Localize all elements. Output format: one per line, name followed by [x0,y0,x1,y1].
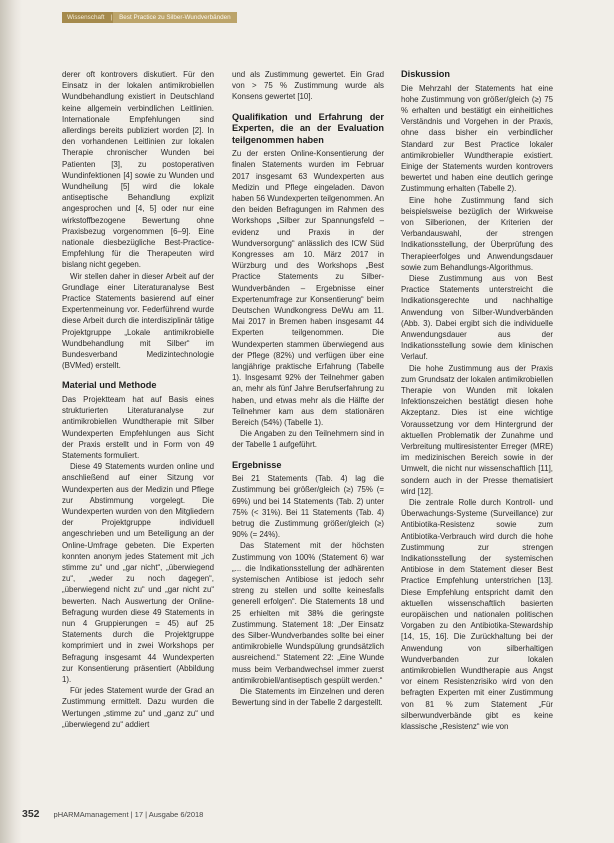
paragraph: Für jedes Statement wurde der Grad an Zustimmung ermittelt. Dazu wurden die Wertungen „stimme zu“ und „ganz zu“ und „überwiegend zu“ addiert [62,686,214,729]
paragraph: Wir stellen daher in dieser Arbeit auf der Grundlage einer Literaturanalyse Best Practice Statements basierend auf einer Expertenmeinung vor. Federführend wurde diese Arbeit durch die interdisziplinär tätige Projektgruppe „Lokale antimikrobielle Wundbehandlung mit Silber“ im Bundesverband Medizintechnologie (BVMed) erstellt. [62,271,214,371]
journal-citation: pHARMAmanagement | 17 | Ausgabe 6/2018 [53,810,204,819]
paragraph: Bei 21 Statements (Tab. 4) lag die Zustimmung bei größer/gleich (≥) 75% (= 69%) und bei 14 Statements (Tab. 2) unter 75% (< 31%). Bei 11 Statements (Tab. 4) betrug die Zustimmung größer/gleich (≥) 90% (= 24%). [232,474,384,540]
paragraph: Das Statement mit der höchsten Zustimmung von 100% (Statement 6) war „... die Indikationsstellung der adhärenten systemischen Antibiose ist jedoch sehr streng zu stellen und sollte keinesfalls generell erfolgen“. Die Statements 18 und 25 erhielten mit 38% die geringste Zustimmung. Statement 18: „Der Einsatz des Silber-Wundverbandes sollte bei einer antimikrobielle Wundspülung grundsätzlich ausreichend.“ Statement 22: „Eine Wunde muss beim Verbandwechsel immer zuerst antimikrobiell/antiseptisch gespült werden.“ [232,541,384,685]
section-heading-diskussion: Diskussion [401,69,451,79]
paragraph: Das Projektteam hat auf Basis eines strukturierten Literaturanalyse zur antimikrobiellen Wundtherapie mit Silber Wundexperten Empfehlungen aus Sicht der Praxis erstellt und in Form von 49 Statements formuliert. [62,394,214,460]
paragraph: Die Angaben zu den Teilnehmern sind in der Tabelle 1 aufgeführt. [232,429,384,450]
paragraph: Zu der ersten Online-Konsentierung der finalen Statements wurden im Februar 2017 insgesamt 63 Wundexperten aus Medizin und Pflege eingeladen. Davon haben 56 Wundexperten teilgenommen. An den beiden Befragungen im Rahmen des Workshops „Silber zur Spannungsfeld – evidenz und Praxis in der Wundversorgung“ anlässlich des ICW Süd Kongresses am 10. März 2017 in Würzburg und des Workshops „Best Practice Statements zu Silber-Wundverbänden – Ergebnisse einer Expertenumfrage zur Konsentierung“ beim Deutschen Wundkongress DeWu am 11. Mai 2017 in Bremen haben insgesamt 44 Experten teilgenommen. Die Wundexperten stammen überwiegend aus der Pflege (82%) und verfügen über eine langjährige praktische Erfahrung (Tabelle 1). Insgesamt 92% der Teilnehmer gaben an, mehr als fünf Jahre Berufserfahrung zu haben, und etwas mehr als die Hälfte der Teilnehmer kam aus dem stationären Bereich (54%) (Tabelle 1). [232,149,384,427]
header-separator: | [110,14,113,21]
section-heading-qualifikation: Qualifikation und Erfahrung der Experten, die an der Evaluation teilgenommen haben [232,111,384,145]
text-column-1 [62,69,214,730]
paragraph: Die zentrale Rolle durch Kontroll- und Überwachungs-Systeme (Surveillance) zur Antibiotika-Resistenz sowie zum Antibiotika-Verbrauch wird durch die hohe Zustimmung zur strengen Indikationsstellung der systemischen Antibiose in dem Statement dieser Best Practice Empfehlung unterstrichen [13]. Diese Empfehlung entspricht damit den aktuellen wissenschaftlich basierten europäischen und nationalen politischen Vorgaben zu den Antibiotika-Stewardship [14, 15, 16]. Die Zurückhaltung bei der Anwendung von silberhaltigen Wundverbanden zur lokalen antimikrobiellen Wundtherapie aus Angst vor einem Resistenzrisiko wird von den befragten Experten mit einer Zustimmung von 81 % zum Statement „Für silberwundverbände gibt es keine klassische „Resistenz“ wie von [401,498,553,732]
paragraph: und als Zustimmung gewertet. Ein Grad von > 75 % Zustimmung wurde als Konsens gewertet [10]. [232,70,384,102]
page-number: 352 [22,808,40,820]
paragraph: Diese 49 Statements wurden online und anschließend auf einer Sitzung vor Wundexperten aus der Medizin und Pflege zur Abstimmung vorgelegt. Die Wundexperten wurden von den Mitgliedern der Projektgruppe individuell angeschrieben und um Beteiligung an der Online-Umfrage gebeten. Die Experten konnten anonym jedes Statement mit „ich stimme zu“ und „gar nicht“, „überwiegend zu“, „weder zu noch dagegen“, „überwiegend nicht zu“ und „gar nicht zu“ bewerten. Nach Auswertung der Online-Befragung wurden diese 49 Statements in nun 4 Gruppierungen = 45) auf 25 Statements durch die Projektgruppe komprimiert und in zwei Workshops per Befragung insgesamt 44 Wundexperten zur Konsentierung präsentiert (Abbildung 1). [62,462,214,685]
page-footer [22,808,203,820]
paragraph: Die hohe Zustimmung aus der Praxis zum Grundsatz der lokalen antimikrobiellen Therapie von Wunden mit lokalen Infektionszeichen bestätigt diesen hohe Akzeptanz. Dies ist eine wichtige Voraussetzung vor dem Hintergrund der aktuellen Problematik der Zunahme und Verbreitung multiresistenter Erreger (MRE) im medizinischen Bereich sowie in der Umwelt, die nicht nur wissenschaftlich [11], sondern auch in der Presse thematisiert wird [12]. [401,363,553,496]
section-heading-material: Material und Methode [62,380,157,391]
paragraph: Die Statements im Einzelnen und deren Bewertung sind in der Tabelle 2 dargestellt. [232,686,384,708]
section-heading-ergebnisse: Ergebnisse [232,459,282,470]
header-article-title: Best Practice zu Silber-Wundverbänden [113,12,237,23]
paragraph: Eine hohe Zustimmung fand sich beispielsweise bezüglich der Wirkweise von Silberionen, der Kriterien der Verbandauswahl, der strengen Indikationsstellung, der Überprüfung des Therapieerfolges und Anwendungsdauer sowie zum Behandlungs-Algorithmus. [401,195,553,272]
page-gutter-shadow [0,0,22,843]
text-column-3 [401,69,553,732]
text-column-2 [232,69,384,708]
paragraph: derer oft kontrovers diskutiert. Für den Einsatz in der lokalen antimikrobiellen Wundbehandlung existiert in Deutschland keine allgemein verbindlichen Leitlinien. Internationale Empfehlungen sind allerdings bereits publiziert worden [2]. In den vorhandenen Leitlinien zur lokalen Therapie chronischer Wunden bei Patienten [3], zu postoperativen Wundinfektionen [4] sowie zu Wunden und Wundheilung [5] wird die lokale antiseptische Behandlung explizit angesprochen und [4, 5] oder nur eine wirkstoffbezogene Bewertung ohne Praxisbezug vorgenommen [6–9]. Eine nationale diesbezügliche Best-Practice-Empfehlung für die Therapeuten wird bislang nicht gegeben. [62,70,214,270]
running-header [62,12,237,23]
paragraph: Die Mehrzahl der Statements hat eine hohe Zustimmung von größer/gleich (≥) 75 % erhalten und bestätigt ein einheitliches Verständnis und Vorgehen in der Praxis, ohne dass bisher ein verbindlicher Standard zur Best Practice lokaler antimikrobieller Wundtherapie existiert. Einige der Statements wurden kontrovers bewertet und haben eine deutlich geringe Zustimmung erhalten (Tabelle 2). [401,83,553,194]
paragraph: Diese Zustimmung aus von Best Practice Statements unterstreicht die Indikationsgerechte und nachhaltige Anwendung von Silber-Wundverbänden (Abb. 3). Dabei ergibt sich die individuelle Anwendungsdauer aus der Indikationsstellung sowie dem klinischen Verlauf. [401,273,553,362]
header-section-label: Wissenschaft [62,12,109,23]
